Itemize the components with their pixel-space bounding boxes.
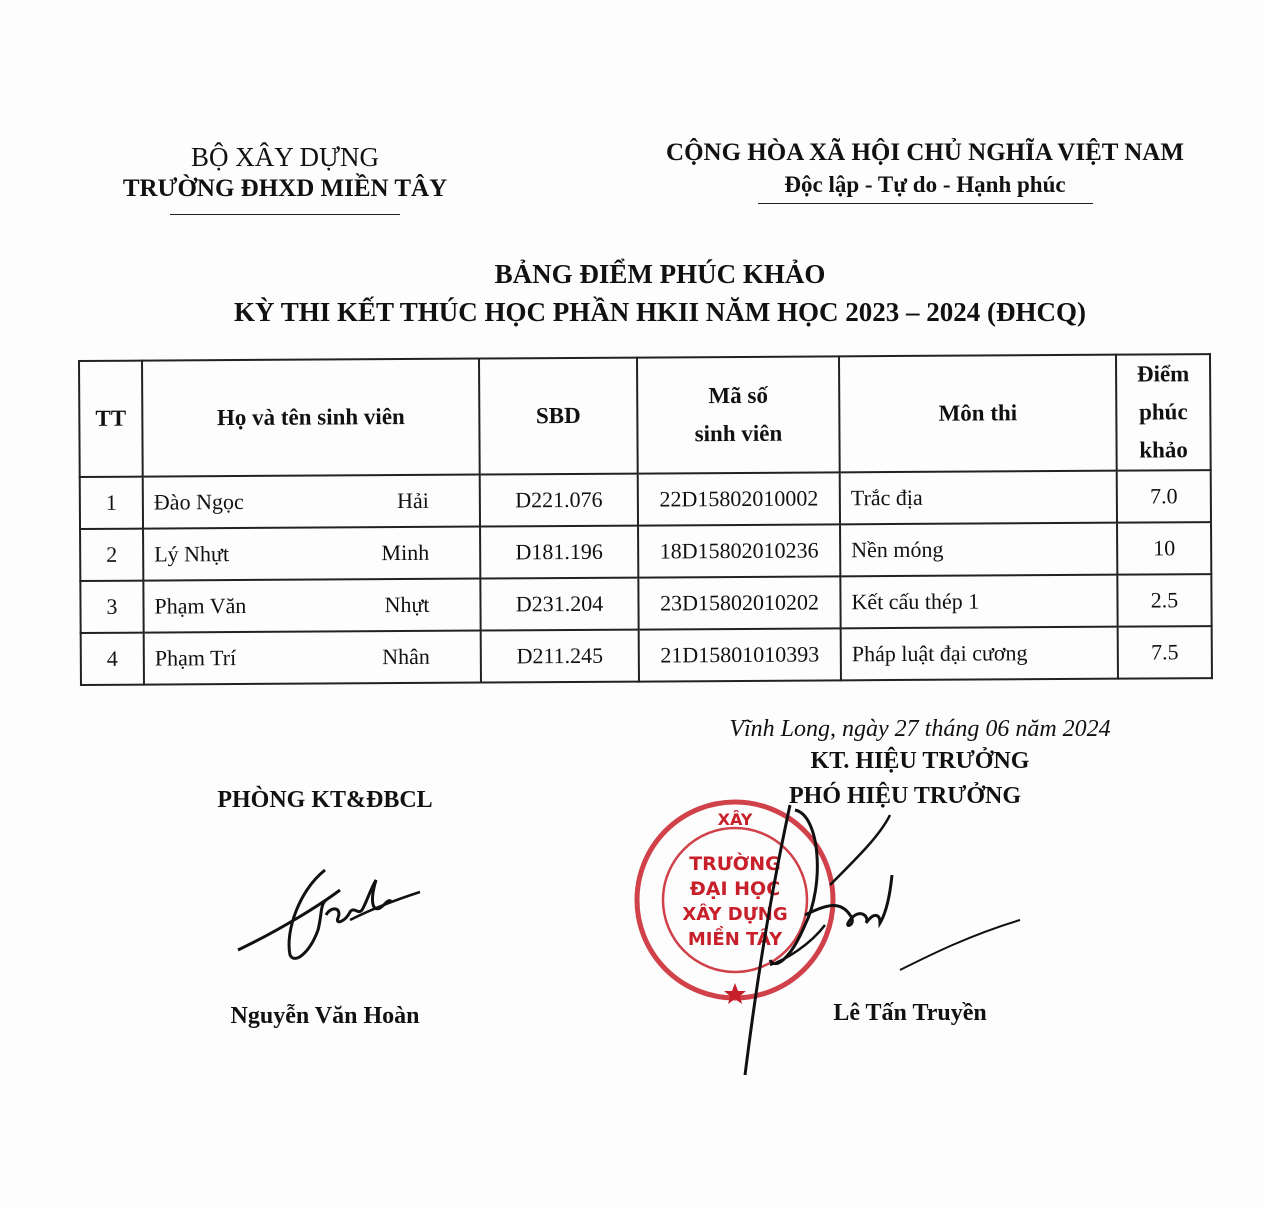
seal-top-text: XÂY [717, 810, 753, 829]
cell-score: 7.5 [1118, 626, 1212, 679]
cell-tt: 4 [81, 633, 144, 685]
cell-last-middle-name: Đào Ngọc [153, 488, 244, 515]
cell-subject: Pháp luật đại cương [841, 627, 1118, 681]
table-row [80, 470, 1211, 529]
seal-line-1: TRƯỜNG [689, 853, 781, 875]
cell-last-middle-name: Phạm Văn [154, 592, 247, 619]
document-title [100, 255, 1220, 331]
header-left-underline [170, 214, 400, 215]
title-line-2: KỲ THI KẾT THÚC HỌC PHẦN HKII NĂM HỌC 2023 – 2024 (ĐHCQ) [233, 297, 1087, 327]
header-left [95, 140, 475, 215]
cell-sbd: D231.204 [480, 578, 638, 631]
col-header-name: Họ và tên sinh viên [142, 359, 480, 477]
cell-subject: Trắc địa [840, 471, 1117, 525]
cell-sbd: D221.076 [480, 474, 638, 527]
school-name: TRƯỜNG ĐHXD MIỀN TÂY [122, 175, 448, 202]
cell-subject: Nền móng [840, 523, 1117, 577]
cell-tt: 3 [80, 581, 143, 633]
cell-score: 2.5 [1117, 574, 1211, 627]
cell-tt: 2 [80, 529, 143, 581]
ministry-name: BỘ XÂY DỰNG [191, 142, 379, 172]
col-header-sbd: SBD [479, 358, 638, 475]
table-row [80, 522, 1211, 581]
cell-student-id: 23D15802010202 [638, 576, 840, 629]
cell-last-middle-name: Phạm Trí [154, 645, 237, 671]
col-header-student-id [637, 356, 840, 473]
table-row [80, 574, 1211, 633]
header-right [630, 137, 1220, 204]
cell-name [143, 475, 480, 529]
table-row [81, 626, 1212, 685]
table-header-row [79, 354, 1211, 477]
cell-tt: 1 [80, 477, 143, 529]
title-line-1: BẢNG ĐIỂM PHÚC KHẢO [494, 259, 826, 289]
seal-line-4: MIỀN TÂY [687, 929, 783, 950]
signer-title-principal: KT. HIỆU TRƯỞNG [810, 748, 1030, 774]
col-header-score-line1: Điểm [1136, 361, 1190, 387]
date-line: Vĩnh Long, ngày 27 tháng 06 năm 2024 [729, 716, 1111, 742]
col-header-score-line2: phúc [1138, 399, 1188, 425]
cell-name [143, 579, 480, 633]
cell-name [143, 527, 480, 581]
col-header-subject: Môn thi [839, 355, 1117, 473]
right-signer-name: Lê Tấn Truyền [833, 1000, 987, 1026]
cell-first-name: Minh [381, 539, 430, 566]
right-signature-icon [730, 795, 1030, 1085]
cell-first-name: Hải [397, 487, 429, 514]
col-header-student-id-line2: sinh viên [694, 420, 783, 447]
score-table [78, 353, 1213, 686]
header-right-underline [758, 203, 1093, 204]
cell-student-id: 18D15802010236 [638, 524, 840, 577]
cell-first-name: Nhân [382, 643, 430, 670]
cell-score: 10 [1117, 522, 1211, 575]
left-signature-icon [230, 860, 430, 970]
col-header-tt: TT [79, 361, 143, 477]
cell-subject: Kết cấu thép 1 [840, 575, 1117, 629]
signer-title-vice-principal: PHÓ HIỆU TRƯỞNG [788, 783, 1022, 809]
department-label: PHÒNG KT&ĐBCL [217, 787, 433, 813]
cell-sbd: D211.245 [481, 630, 639, 683]
cell-name [144, 631, 481, 685]
cell-last-middle-name: Lý Nhựt [154, 541, 230, 567]
motto: Độc lập - Tự do - Hạnh phúc [784, 172, 1066, 197]
seal-line-3: XÂY DỰNG [682, 904, 788, 925]
cell-sbd: D181.196 [480, 526, 638, 579]
col-header-student-id-line1: Mã số [708, 382, 769, 409]
seal-line-2: ĐẠI HỌC [689, 878, 781, 900]
col-header-score [1116, 354, 1211, 471]
left-signer-name: Nguyễn Văn Hoàn [230, 1003, 420, 1029]
cell-first-name: Nhựt [384, 591, 430, 618]
cell-student-id: 22D15802010002 [638, 472, 840, 525]
cell-score: 7.0 [1117, 470, 1211, 523]
col-header-score-line3: khảo [1139, 437, 1188, 463]
cell-student-id: 21D15801010393 [639, 628, 841, 681]
country-name: CỘNG HÒA XÃ HỘI CHỦ NGHĨA VIỆT NAM [666, 139, 1184, 166]
